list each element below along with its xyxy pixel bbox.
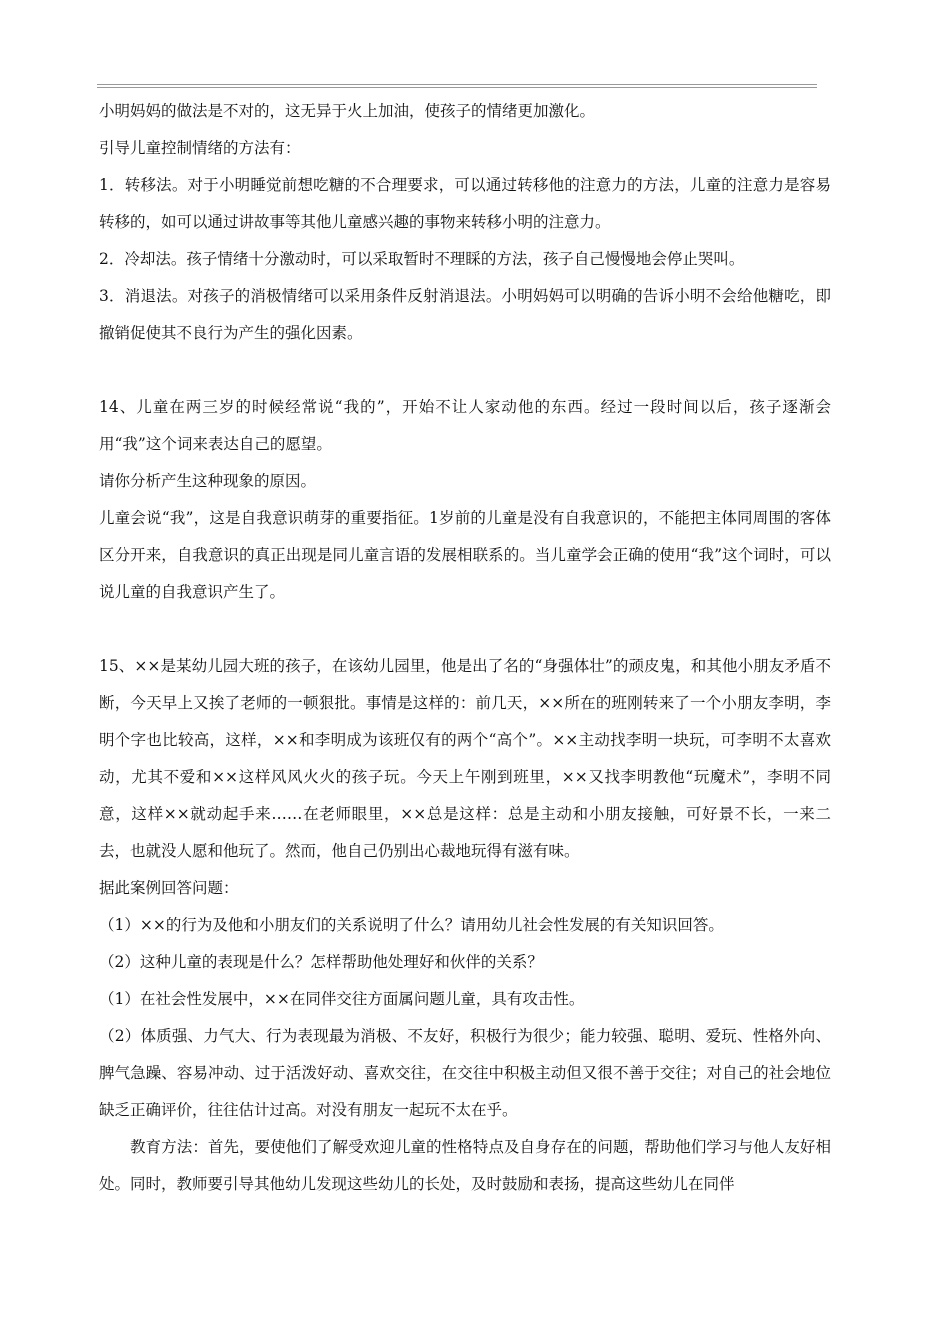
paragraph: （2）体质强、力气大、行为表现最为消极、不友好，积极行为很少；能力较强、聪明、爱玩、性格外向、脾气急躁、容易冲动、过于活泼好动、喜欢交往，在交往中积极主动但又很不善于交往；对自己的社会地位缺乏正确评价，往往估计过高。对没有朋友一起玩不太在乎。: [99, 1027, 831, 1119]
header-rule: [97, 84, 817, 88]
paragraph: （2）这种儿童的表现是什么？怎样帮助他处理好和伙伴的关系？: [99, 953, 543, 971]
paragraph: 儿童会说“我”，这是自我意识萌芽的重要指征。1岁前的儿童是没有自我意识的，不能把主体同周围的客体区分开来，自我意识的真正出现是同儿童言语的发展相联系的。当儿童学会正确的使用“我”这个词时，可以说儿童的自我意识产生了。: [99, 509, 831, 601]
paragraph: 小明妈妈的做法是不对的，这无异于火上加油，使孩子的情绪更加激化。: [99, 102, 596, 120]
question-14: 14、儿童在两三岁的时候经常说“我的”，开始不让人家动他的东西。经过一段时间以后，孩子逐渐会用“我”这个词来表达自己的愿望。: [99, 398, 831, 453]
paragraph: 据此案例回答问题：: [99, 879, 239, 897]
paragraph: 2．冷却法。孩子情绪十分激动时，可以采取暂时不理睬的方法，孩子自己慢慢地会停止哭叫。: [99, 250, 745, 268]
blank-line: [99, 352, 831, 389]
paragraph: 3．消退法。对孩子的消极情绪可以采用条件反射消退法。小明妈妈可以明确的告诉小明不会给他糖吃，即撤销促使其不良行为产生的强化因素。: [99, 287, 831, 342]
paragraph: （1）××的行为及他和小朋友们的关系说明了什么？请用幼儿社会性发展的有关知识回答。: [99, 916, 724, 934]
paragraph: 1．转移法。对于小明睡觉前想吃糖的不合理要求，可以通过转移他的注意力的方法，儿童的注意力是容易转移的，如可以通过讲故事等其他儿童感兴趣的事物来转移小明的注意力。: [99, 176, 831, 231]
paragraph: 教育方法：首先，要使他们了解受欢迎儿童的性格特点及自身存在的问题，帮助他们学习与他人友好相处。同时，教师要引导其他幼儿发现这些幼儿的长处，及时鼓励和表扬，提高这些幼儿在同伴: [99, 1138, 831, 1193]
paragraph: （1）在社会性发展中，××在同伴交往方面属问题儿童，具有攻击性。: [99, 990, 585, 1008]
paragraph: 请你分析产生这种现象的原因。: [99, 472, 317, 490]
blank-line: [99, 611, 831, 648]
document-body: [99, 93, 831, 1203]
paragraph: 引导儿童控制情绪的方法有：: [99, 139, 301, 157]
question-15: 15、××是某幼儿园大班的孩子，在该幼儿园里，他是出了名的“身强体壮”的顽皮鬼，和其他小朋友矛盾不断，今天早上又挨了老师的一顿狠批。事情是这样的：前几天，××所在的班刚转来了一个小朋友李明，李明个字也比较高，这样，××和李明成为该班仅有的两个“高个”。××主动找李明一块玩，可李明不太喜欢动，尤其不爱和××这样风风火火的孩子玩。今天上午刚到班里，××又找李明教他“玩魔术”，李明不同意，这样××就动起手来……在老师眼里，××总是这样：总是主动和小朋友接触，可好景不长，一来二去，也就没人愿和他玩了。然而，他自己仍别出心裁地玩得有滋有味。: [99, 657, 831, 860]
